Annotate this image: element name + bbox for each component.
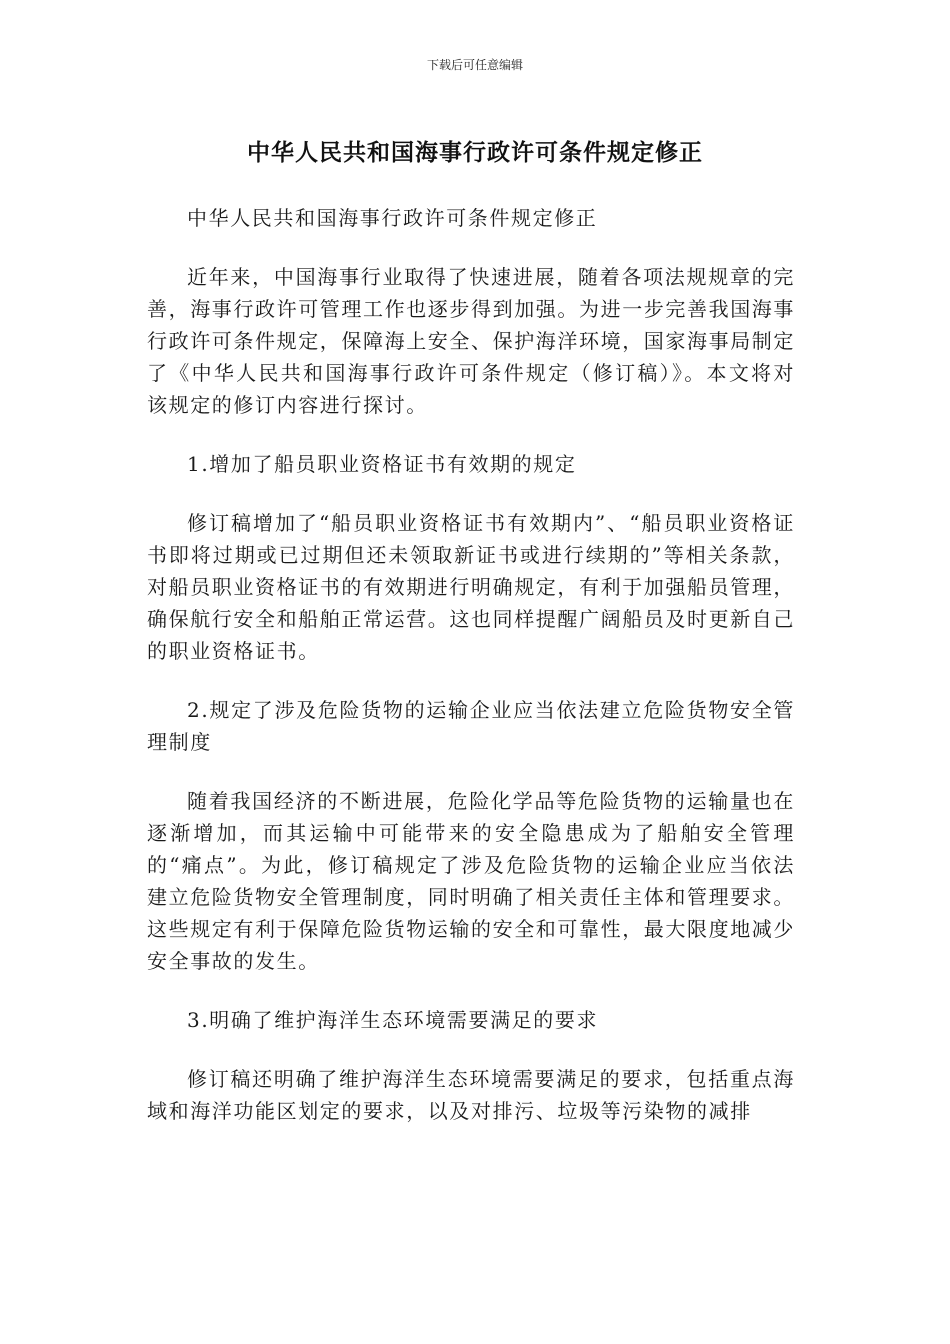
section-heading-2: 2.规定了涉及危险货物的运输企业应当依法建立危险货物安全管理制度: [147, 698, 795, 754]
document-body: [147, 202, 795, 1154]
document-title: 中华人民共和国海事行政许可条件规定修正: [247, 140, 703, 166]
paragraph-section-1: 修订稿增加了“船员职业资格证书有效期内”、“船员职业资格证书即将过期或已过期但还未领取新证书或进行续期的”等相关条款，对船员职业资格证书的有效期进行明确规定，有利于加强船员管理，确保航行安全和船舶正常运营。这也同样提醒广阔船员及时更新自己的职业资格证书。: [147, 511, 795, 663]
paragraph-section-3: 修订稿还明确了维护海洋生态环境需要满足的要求，包括重点海域和海洋功能区划定的要求，以及对排污、垃圾等污染物的减排: [147, 1067, 795, 1123]
section-heading-3: 3.明确了维护海洋生态环境需要满足的要求: [187, 1008, 599, 1032]
paragraph-section-2: 随着我国经济的不断进展，危险化学品等危险货物的运输量也在逐渐增加，而其运输中可能带来的安全隐患成为了船舶安全管理的“痛点”。为此，修订稿规定了涉及危险货物的运输企业应当依法建立危险货物安全管理制度，同时明确了相关责任主体和管理要求。这些规定有利于保障危险货物运输的安全和可靠性，最大限度地减少安全事故的发生。: [147, 789, 795, 973]
paragraph-subtitle: 中华人民共和国海事行政许可条件规定修正: [187, 206, 598, 230]
section-heading-1: 1.增加了船员职业资格证书有效期的规定: [187, 452, 577, 476]
header-note: 下载后可任意编辑: [426, 58, 523, 72]
paragraph-intro: 近年来，中国海事行业取得了快速进展，随着各项法规规章的完善，海事行政许可管理工作也逐步得到加强。为进一步完善我国海事行政许可条件规定，保障海上安全、保护海洋环境，国家海事局制定了《中华人民共和国海事行政许可条件规定（修订稿）》。本文将对该规定的修订内容进行探讨。: [147, 265, 795, 417]
